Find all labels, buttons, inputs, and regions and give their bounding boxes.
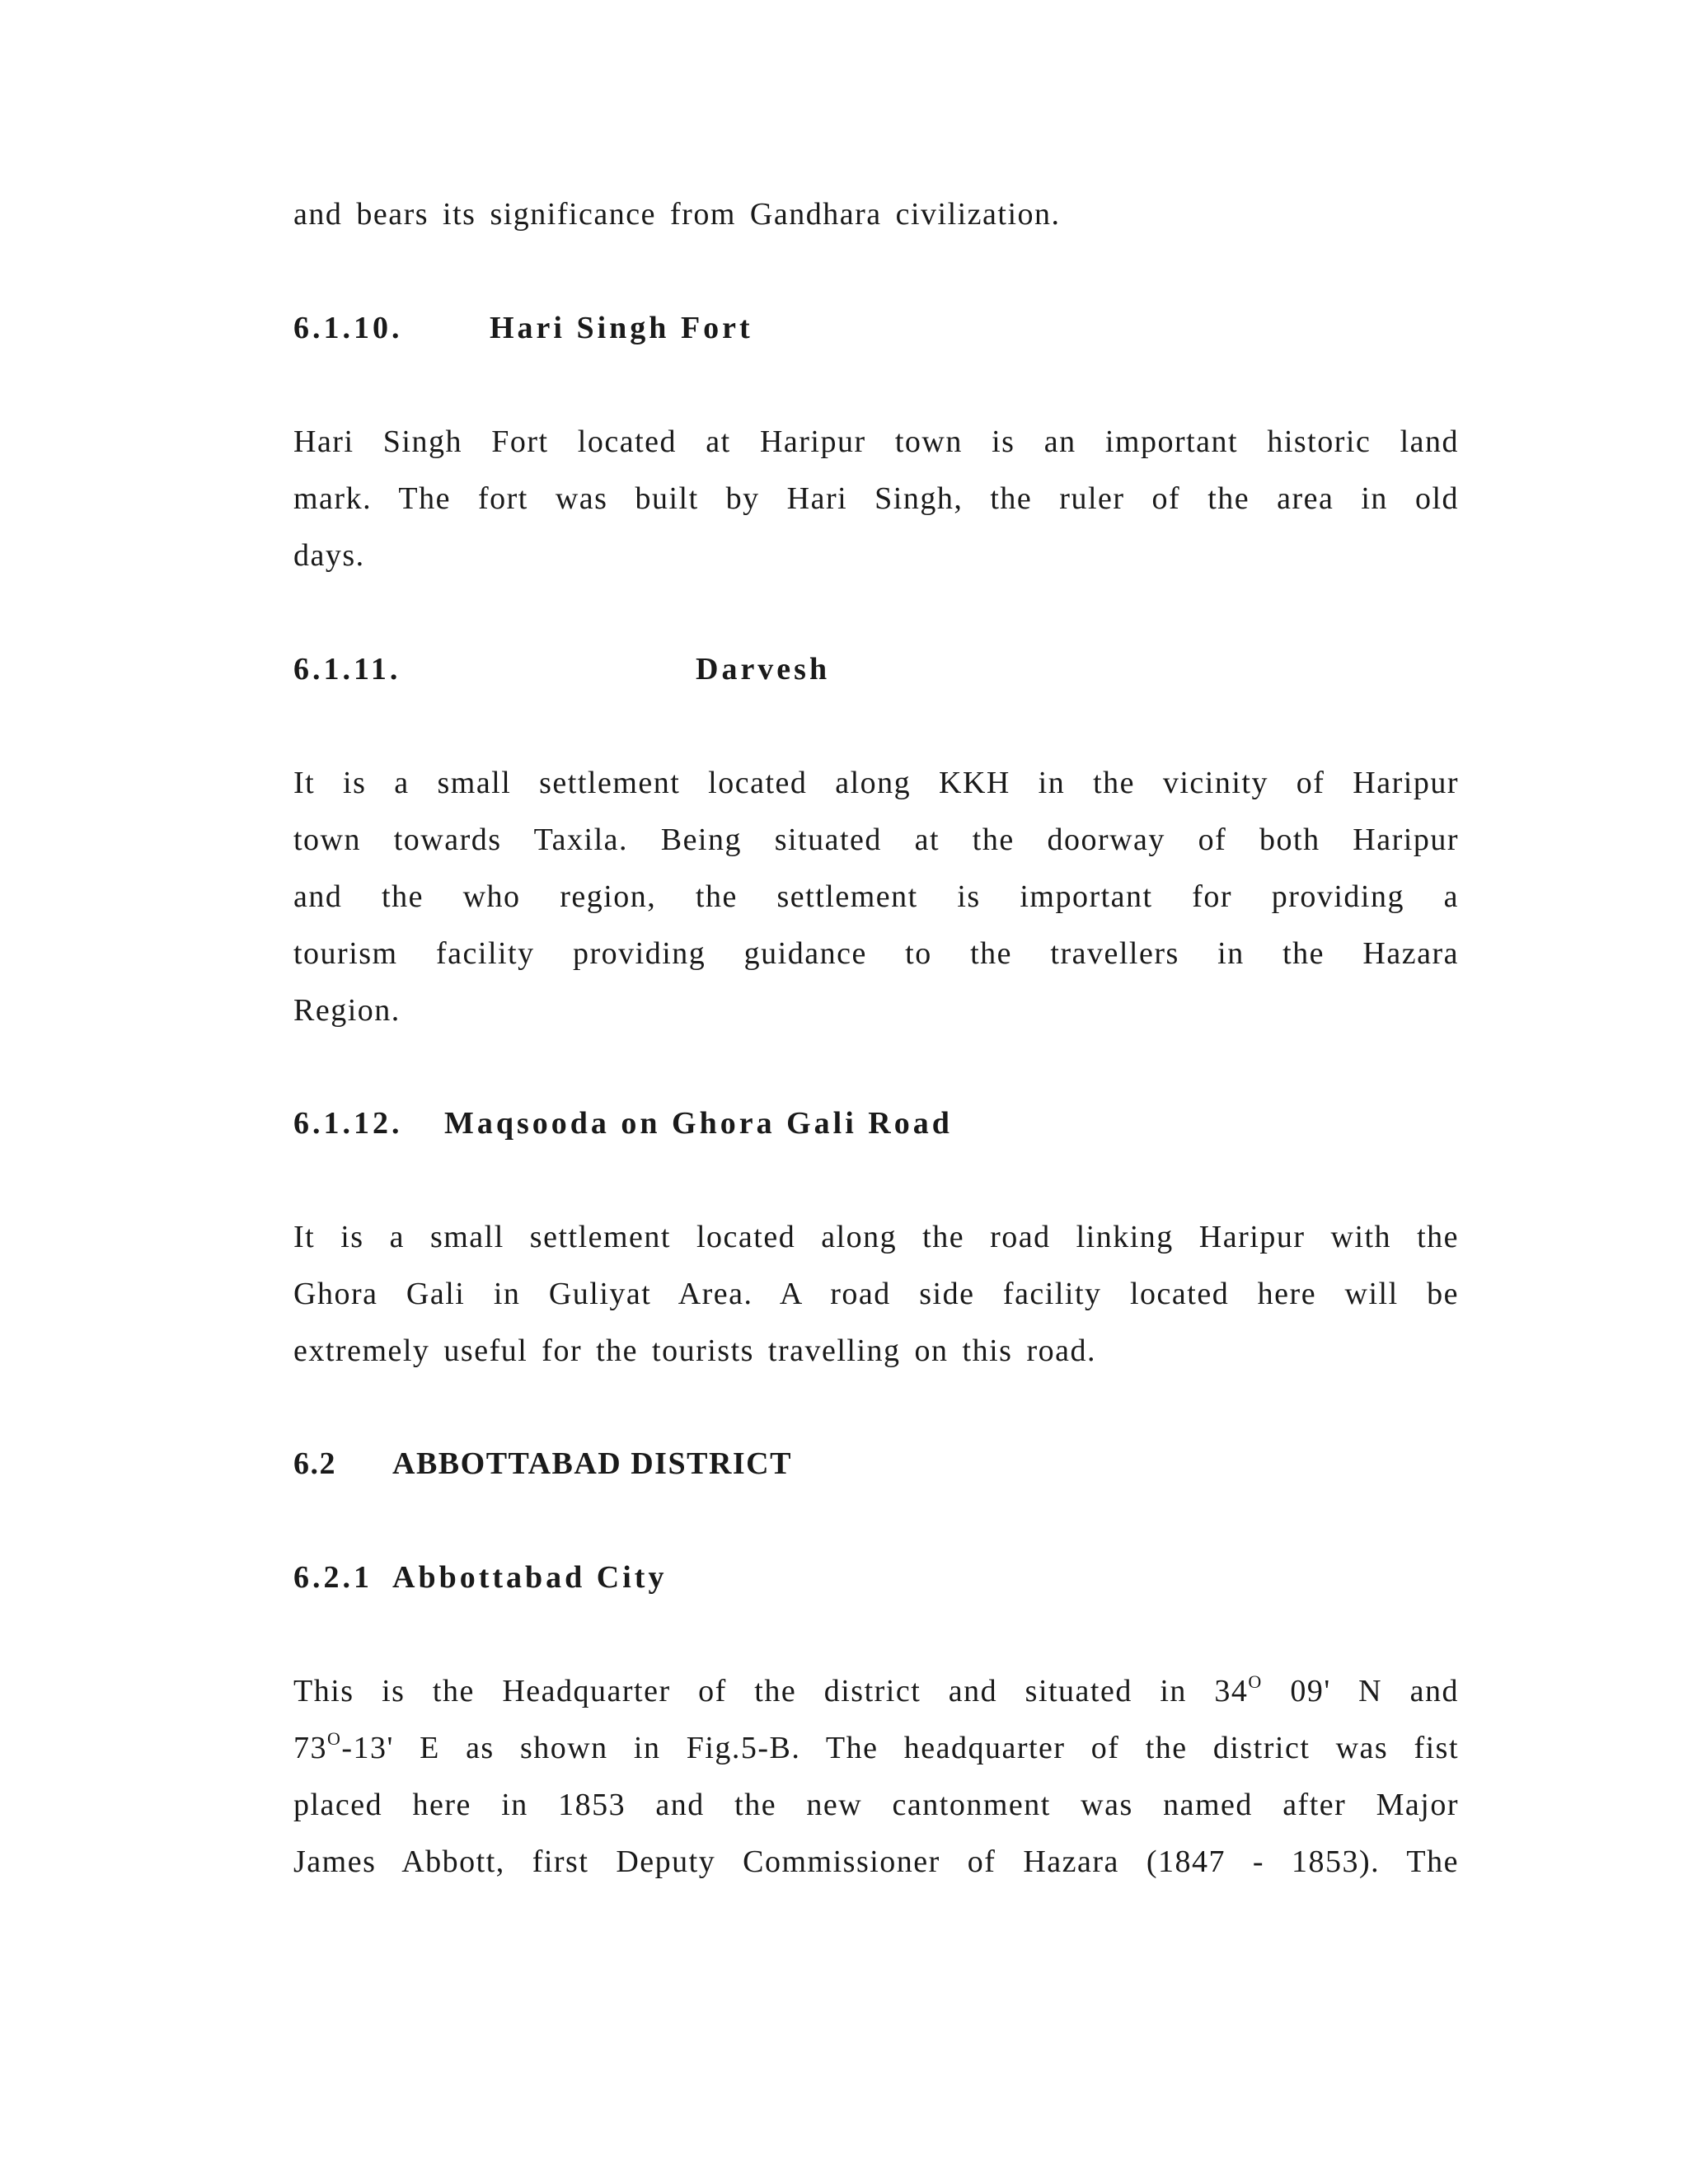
paragraph-line: and the who region, the settlement is important for providing a xyxy=(293,879,1459,914)
paragraph-line: Region. xyxy=(293,993,401,1028)
paragraph-line: It is a small settlement located along the road linking Haripur with the xyxy=(293,1220,1459,1254)
section-title: Hari Singh Fort xyxy=(490,311,753,345)
section-heading-6-2-1 xyxy=(293,1558,668,1596)
paragraph-line: tourism facility providing guidance to the travellers in the Hazara xyxy=(293,936,1459,971)
degree-symbol: O xyxy=(1248,1671,1263,1692)
paragraph-line xyxy=(293,1672,1459,1710)
paragraph-line: Hari Singh Fort located at Haripur town is an important historic land xyxy=(293,424,1459,459)
section-number: 6.2 xyxy=(293,1446,336,1481)
section-title: Maqsooda on Ghora Gali Road xyxy=(444,1106,953,1141)
section-title: Abbottabad City xyxy=(392,1560,668,1595)
paragraph-line: extremely useful for the tourists travelling on this road. xyxy=(293,1333,1096,1368)
intro-line: and bears its significance from Gandhara civilization. xyxy=(293,197,1061,232)
section-heading-6-1-12 xyxy=(293,1104,953,1142)
text-run: This is the Headquarter of the district and situated in 34 xyxy=(293,1674,1249,1708)
section-title: Darvesh xyxy=(696,652,831,687)
paragraph-line: placed here in 1853 and the new cantonment was named after Major xyxy=(293,1788,1459,1822)
section-heading-6-1-10 xyxy=(293,309,753,347)
section-number: 6.1.11. xyxy=(293,652,401,687)
paragraph-line: mark. The fort was built by Hari Singh, the ruler of the area in old xyxy=(293,481,1459,516)
section-number: 6.1.12. xyxy=(293,1106,403,1141)
text-run: -13' E as shown in Fig.5-B. The headquarter of the district was fist xyxy=(341,1731,1459,1765)
section-number: 6.2.1 xyxy=(293,1560,373,1595)
section-title: ABBOTTABAD DISTRICT xyxy=(392,1446,792,1481)
section-heading-6-1-11 xyxy=(293,650,831,688)
section-heading-6-2 xyxy=(293,1445,792,1483)
degree-symbol: O xyxy=(327,1728,342,1749)
paragraph-line: James Abbott, first Deputy Commissioner of Hazara (1847 - 1853). The xyxy=(293,1844,1459,1879)
section-number: 6.1.10. xyxy=(293,311,403,345)
paragraph-line: days. xyxy=(293,538,365,573)
paragraph-line: town towards Taxila. Being situated at the doorway of both Haripur xyxy=(293,823,1459,857)
text-run: 73 xyxy=(293,1731,327,1765)
text-run: 09' N and xyxy=(1262,1674,1459,1708)
paragraph-line xyxy=(293,1729,1459,1767)
paragraph-line: Ghora Gali in Guliyat Area. A road side facility located here will be xyxy=(293,1277,1459,1311)
paragraph-line: It is a small settlement located along KKH in the vicinity of Haripur xyxy=(293,766,1459,800)
